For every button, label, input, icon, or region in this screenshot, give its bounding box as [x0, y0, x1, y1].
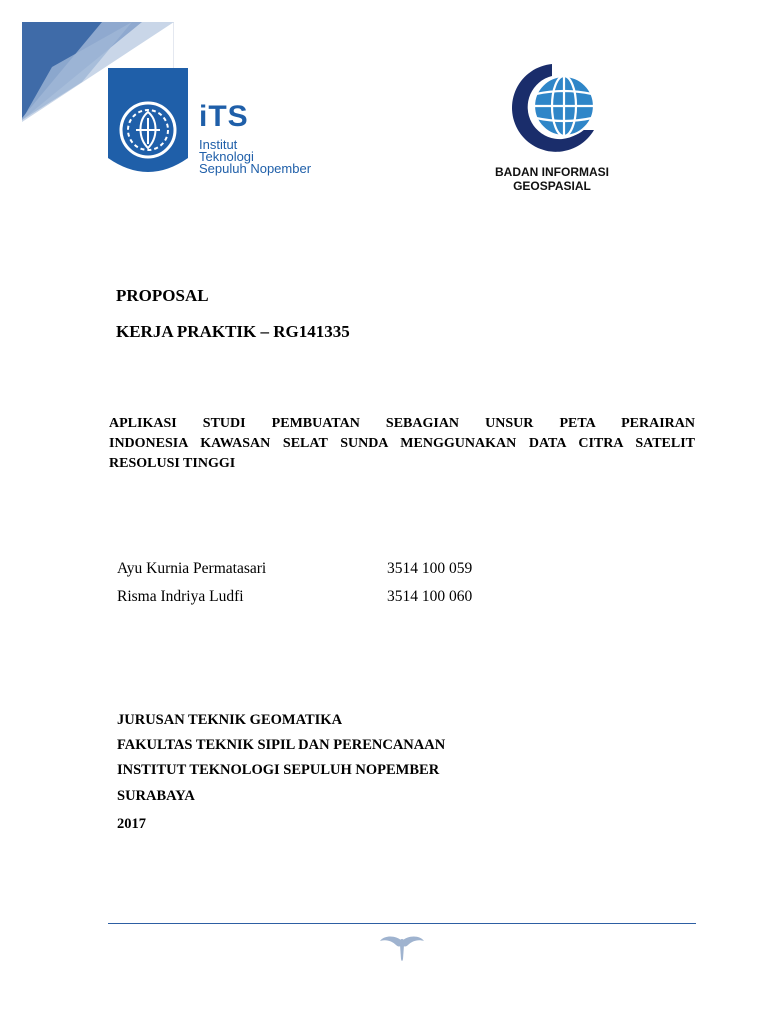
author-name: Risma Indriya Ludfi — [117, 588, 244, 605]
its-line-3: Sepuluh Nopember — [199, 161, 312, 176]
city: SURABAYA — [117, 788, 195, 804]
big-caption-line-1: BADAN INFORMASI — [495, 165, 609, 179]
its-wordmark: iTS — [199, 100, 249, 133]
its-emblem-icon — [108, 68, 188, 178]
author-name: Ayu Kurnia Permatasari — [117, 560, 267, 577]
faculty: FAKULTAS TEKNIK SIPIL DAN PERENCANAAN — [117, 737, 446, 753]
proposal-heading: PROPOSAL — [116, 286, 209, 305]
globe-logo-icon — [494, 60, 614, 155]
author-nrp: 3514 100 060 — [387, 588, 473, 605]
department: JURUSAN TEKNIK GEOMATIKA — [117, 712, 343, 728]
its-logo — [108, 68, 324, 178]
proposal-title-line-1: APLIKASI STUDI PEMBUATAN SEBAGIAN UNSUR PETA PERAIRAN — [109, 416, 695, 431]
fleuron-ornament-icon — [378, 933, 426, 965]
big-caption-line-2: GEOSPASIAL — [513, 179, 591, 193]
university: INSTITUT TEKNOLOGI SEPULUH NOPEMBER — [117, 762, 440, 778]
author-nrp: 3514 100 059 — [387, 560, 473, 577]
proposal-title — [109, 414, 695, 474]
proposal-title-line-2: INDONESIA KAWASAN SELAT SUNDA MENGGUNAKAN DATA CITRA SATELIT — [109, 436, 695, 451]
year: 2017 — [117, 816, 146, 832]
footer-rule — [108, 923, 696, 924]
its-line-2: Teknologi — [199, 149, 254, 164]
course-heading: KERJA PRAKTIK – RG141335 — [116, 322, 350, 341]
its-line-1: Institut — [199, 137, 238, 152]
proposal-title-line-3: RESOLUSI TINGGI — [109, 456, 236, 471]
